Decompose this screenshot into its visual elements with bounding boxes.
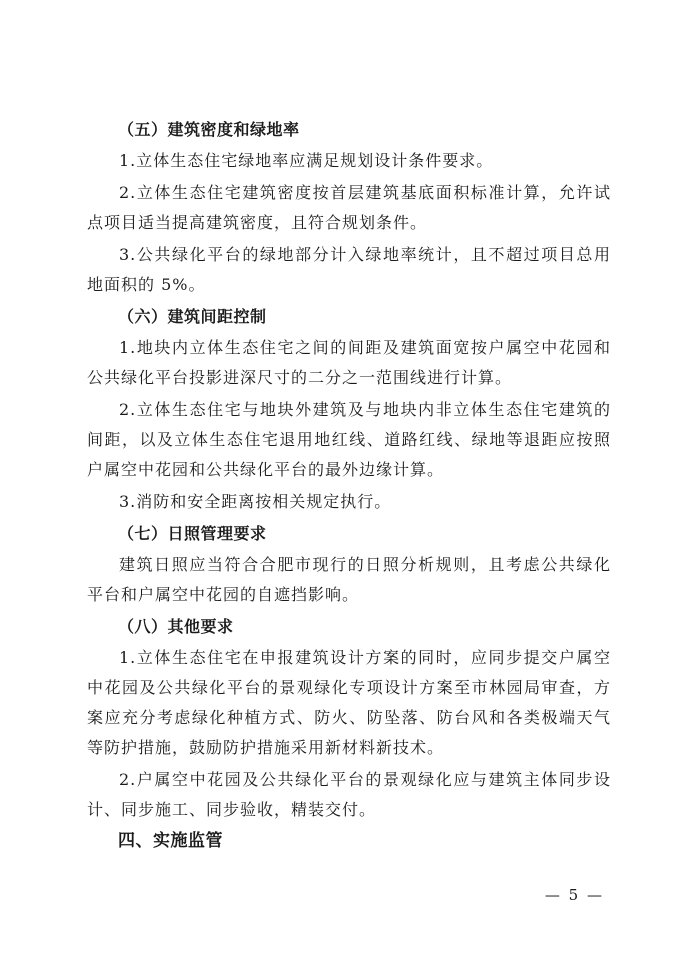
paragraph: 3.公共绿化平台的绿地部分计入绿地率统计，且不超过项目总用地面积的 5%。 [87, 245, 611, 294]
section-5 [87, 115, 611, 300]
section-6 [87, 302, 611, 517]
section-heading: （六）建筑间距控制 [118, 307, 267, 326]
chapter-title: 四、实施监管 [118, 831, 223, 851]
section-heading: （七）日照管理要求 [118, 524, 267, 543]
paragraph: 2.立体生态住宅与地块外建筑及与地块内非立体生态住宅建筑的间距，以及立体生态住宅退用地红线、道路红线、绿地等退距应按照户属空中花园和公共绿化平台的最外边缘计算。 [87, 400, 611, 479]
section-heading: （五）建筑密度和绿地率 [118, 120, 300, 139]
document-body [87, 115, 611, 856]
paragraph: 建筑日照应当符合合肥市现行的日照分析规则，且考虑公共绿化平台和户属空中花园的自遮挡影响。 [87, 555, 611, 604]
section-heading: （八）其他要求 [118, 617, 234, 636]
page-number: — 5 — [544, 886, 604, 904]
section-7 [87, 519, 611, 610]
paragraph: 3.消防和安全距离按相关规定执行。 [119, 492, 392, 511]
paragraph: 1.地块内立体生态住宅之间的间距及建筑面宽按户属空中花园和公共绿化平台投影进深尺寸的二分之一范围线进行计算。 [87, 338, 611, 387]
paragraph: 2.立体生态住宅建筑密度按首层建筑基底面积标准计算，允许试点项目适当提高建筑密度，且符合规划条件。 [87, 183, 611, 232]
paragraph: 2.户属空中花园及公共绿化平台的景观绿化应与建筑主体同步设计、同步施工、同步验收，精装交付。 [87, 770, 611, 819]
section-8 [87, 612, 611, 825]
paragraph: 1.立体生态住宅绿地率应满足规划设计条件要求。 [119, 151, 494, 170]
paragraph: 1.立体生态住宅在申报建筑设计方案的同时，应同步提交户属空中花园及公共绿化平台的景观绿化专项设计方案至市林园局审查，方案应充分考虑绿化种植方式、防火、防坠落、防台风和各类极端天气等防护措施，鼓励防护措施采用新材料新技术。 [87, 648, 611, 757]
